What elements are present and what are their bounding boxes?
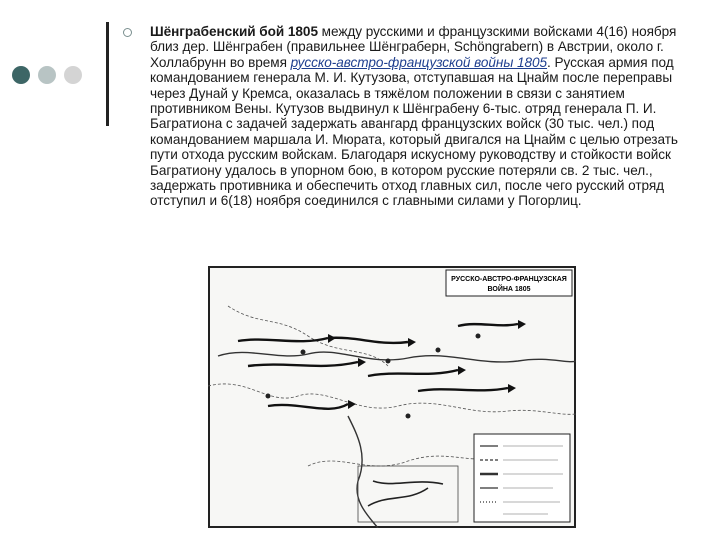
article-text-part1: между русскими и французскими войсками 4(16) ноября близ дер. Шёнграбен (правильнее Шёнграберн, Schöngrabern) в Австрии, около г. Холлабрунн во время [150,24,677,70]
decor-dot-mid [38,66,56,84]
battle-map-image [208,266,576,528]
map-title-line1: РУССКО-АВСТРО-ФРАНЦУЗСКАЯ [451,276,567,283]
map-title-line2: ВОЙНА 1805 [487,286,531,293]
article-title: Шёнграбенский бой 1805 [150,24,318,39]
war-link[interactable]: русско-австро-французской войны 1805 [290,54,548,70]
decor-dot-dark [12,66,30,84]
decor-dot-light [64,66,82,84]
article-paragraph [150,24,698,209]
ring-bullet-icon [123,28,132,37]
vertical-divider [106,22,109,126]
article-text-part2: . Русская армия под командованием генерала М. И. Кутузова, отступавшая на Цнайм после переправы через Дунай у Кремса, оказалась в тяжёлом положении в связи с занятием противником Вены. Кутузов выдвинул к Шёнграбену 6-тыс. отряд генерала П. И. Багратиона с задачей задержать авангард французских войск (30 тыс. чел.) под командованием маршала И. Мюрата, который двигался на Цнайм с целью отрезать пути отхода русским войскам. Благодаря искусному руководству и стойкости войск Багратиону удалось в упорном бою, в котором русские потеряли св. 2 тыс. чел., задержать противника и обеспечить отход главных сил, после чего русский отряд отступил и 6(18) ноября соединился с главными силами у Погорлиц. [150,54,678,209]
map-drawing [208,266,576,528]
slide-decoration-dots [12,66,82,84]
